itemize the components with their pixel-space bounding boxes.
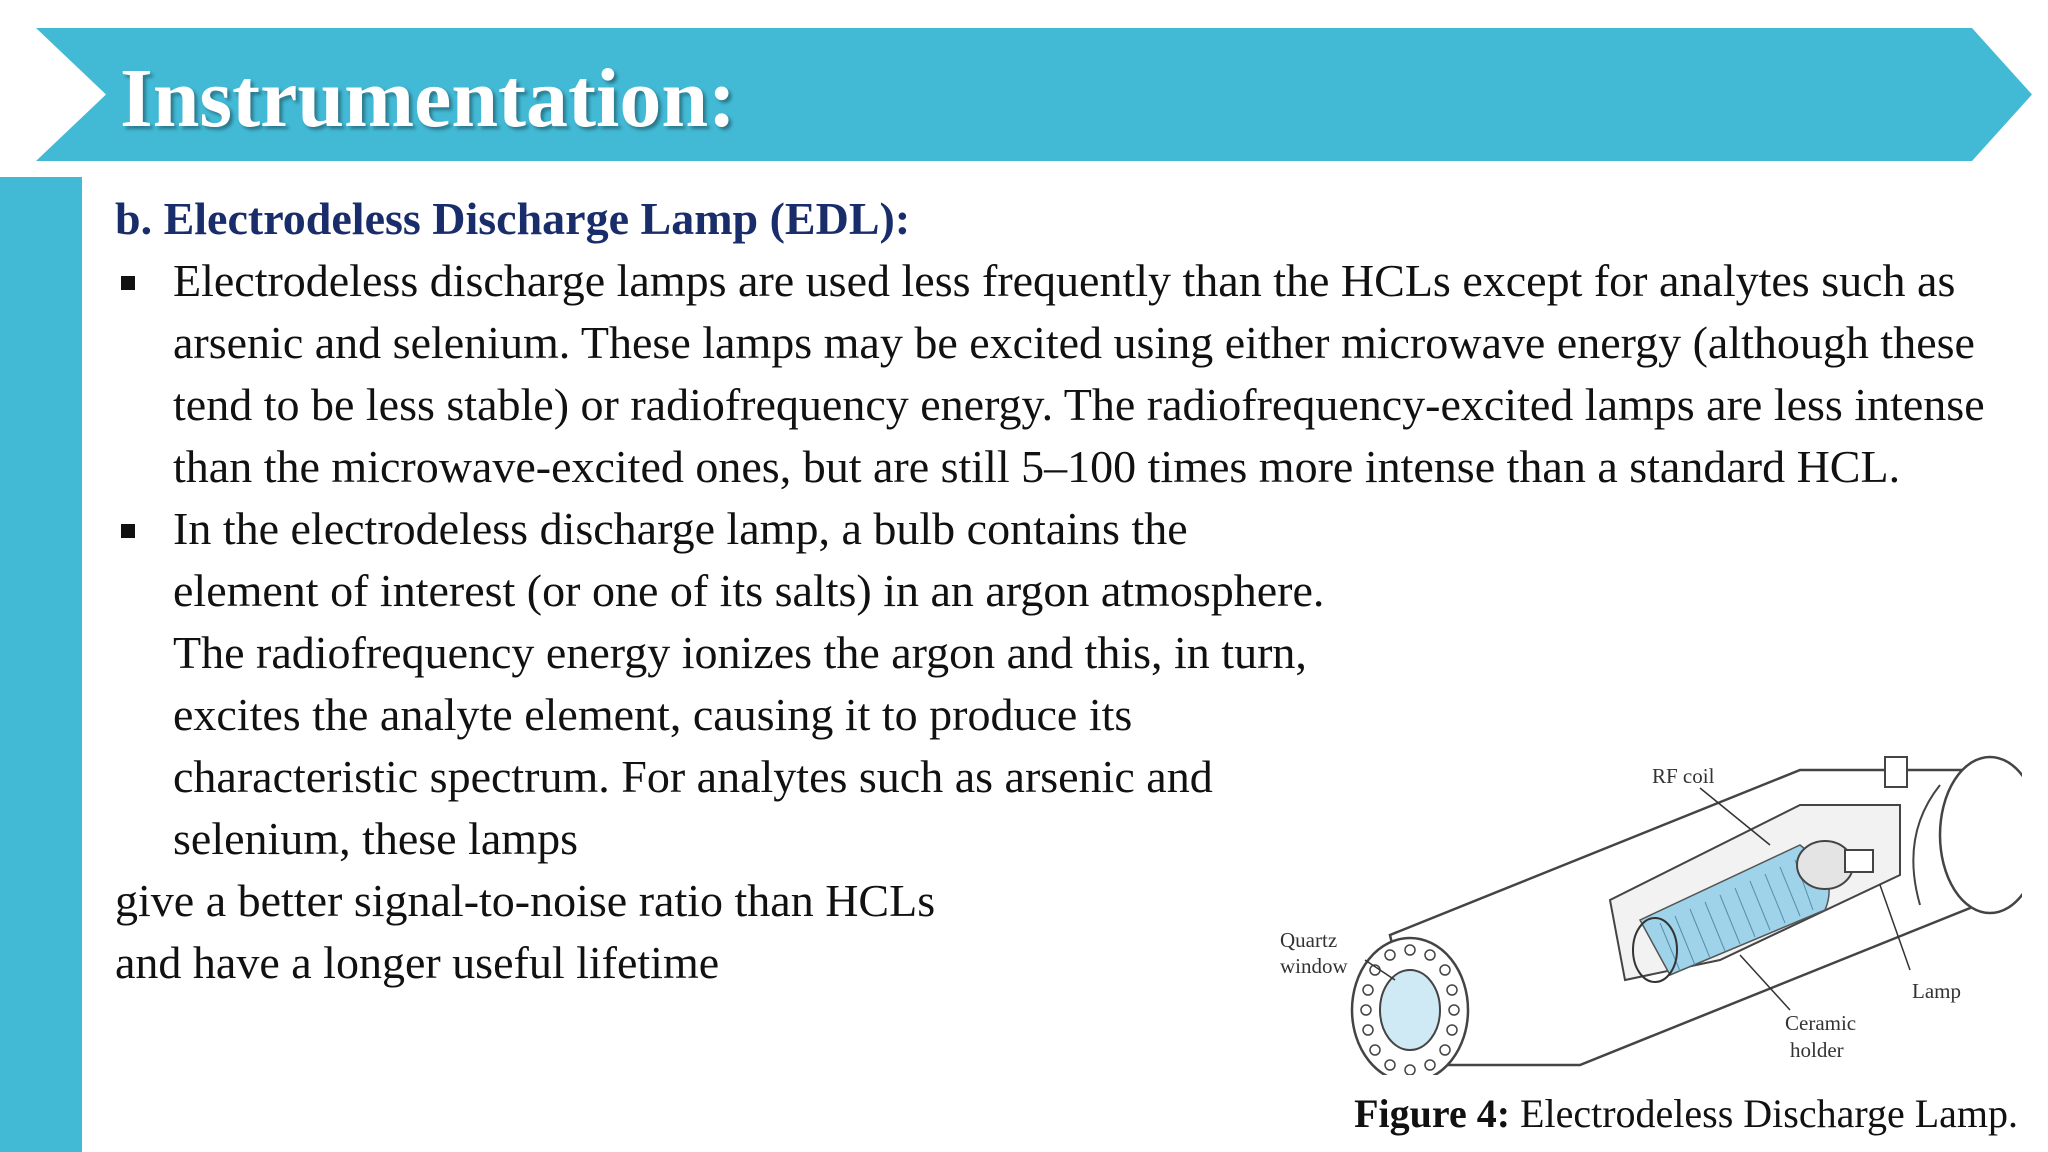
label-window: window [1280,954,1348,978]
quartz-window-glass [1380,970,1440,1050]
label-holder: holder [1790,1038,1844,1062]
tail-line: and have a longer useful lifetime [115,937,720,988]
label-quartz: Quartz [1280,928,1338,952]
label-lamp: Lamp [1912,979,1961,1003]
caption-text: Electrodeless Discharge Lamp. [1510,1091,2018,1136]
caption-prefix: Figure 4: [1354,1091,1511,1136]
square-bullet-icon [121,276,135,290]
label-ceramic: Ceramic [1785,1011,1857,1035]
label-rf-coil: RF coil [1652,764,1715,788]
square-bullet-icon [121,524,135,538]
bullet-item [115,250,2030,498]
bullet-item [115,498,1333,870]
connector [1885,757,1907,787]
side-accent-bar [0,177,82,1152]
section-subheading: b. Electrodeless Discharge Lamp (EDL): [115,193,911,244]
figure-caption [1354,1090,2018,1138]
bullet-text: In the electrodeless discharge lamp, a bulb contains the element of interest (or one of its salts) in an argon atmosphere. The radiofrequency energy ionizes the argon and this, in turn, excites the analyte element, causing it to produce its characteristic spectrum. For analytes such as arsenic and selenium, these lamps [173,503,1325,864]
slide-title: Instrumentation: [120,52,737,145]
lamp-stem [1845,850,1873,872]
bullet-text: Electrodeless discharge lamps are used less frequently than the HCLs except for analytes such as arsenic and selenium. These lamps may be excited using either microwave energy (although these tend to be less stable) or radiofrequency energy. The radiofrequency-excited lamps are less intense than the microwave-excited ones, but are still 5–100 times more intense than a standard HCL. [173,255,1985,492]
edl-diagram [1280,745,2022,1075]
tail-line: give a better signal-to-noise ratio than HCLs [115,875,936,926]
